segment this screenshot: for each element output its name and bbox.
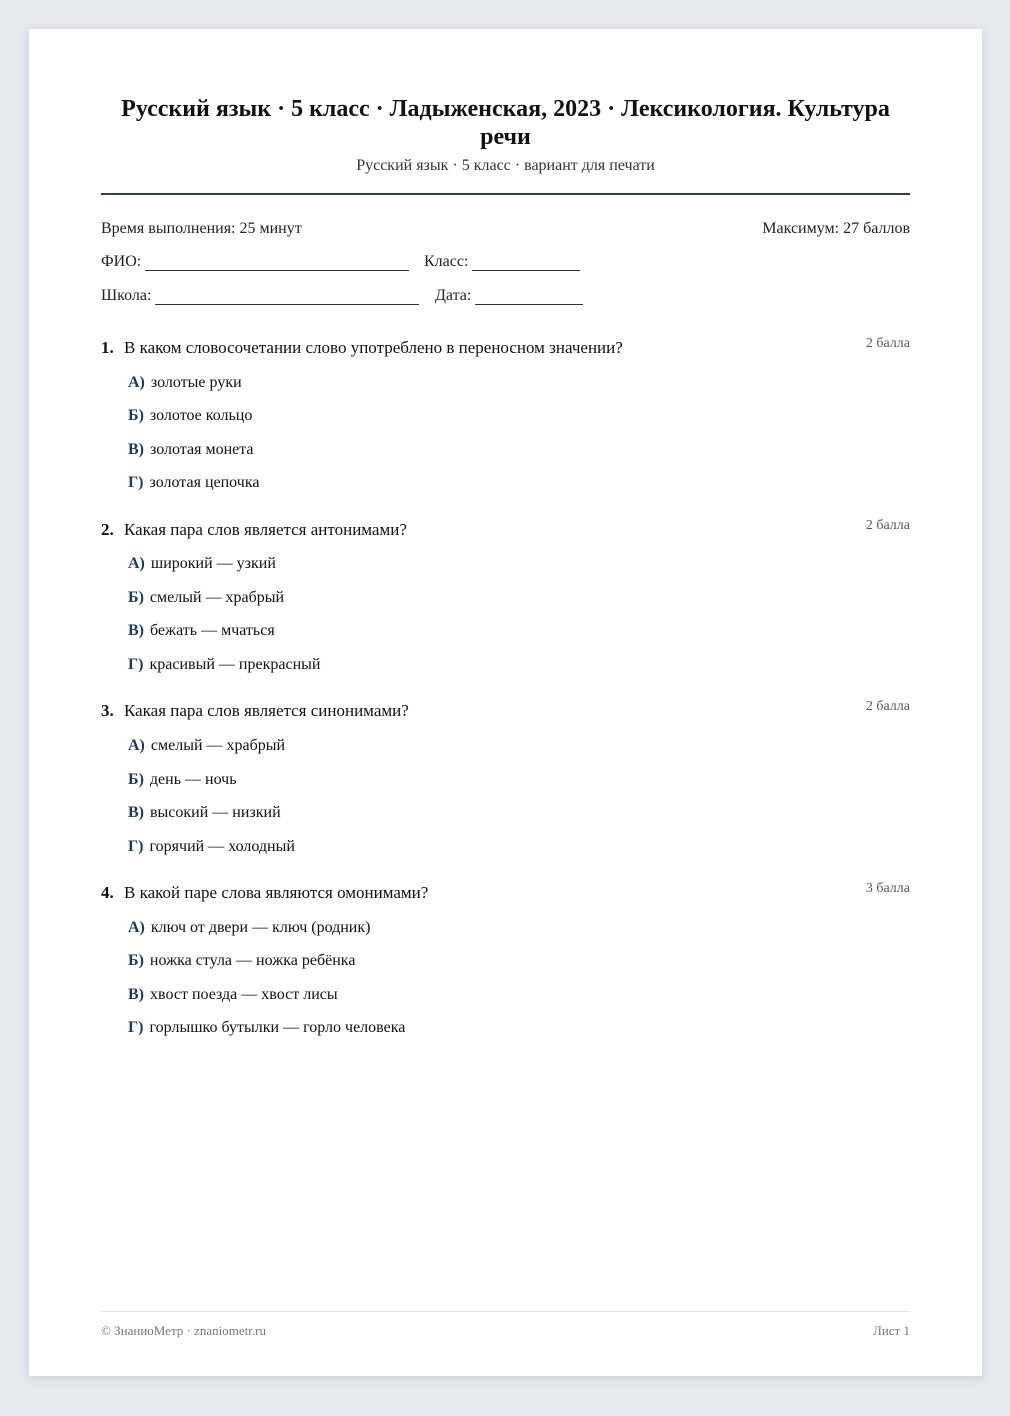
option-text: ключ от двери — ключ (родник) bbox=[150, 919, 371, 936]
question-number: 4. bbox=[101, 883, 114, 902]
option-text: золотые руки bbox=[150, 374, 242, 391]
option-text: смелый — храбрый bbox=[149, 589, 285, 606]
footer-sheet-number: Лист 1 bbox=[873, 1323, 910, 1338]
option-text: хвост поезда — хвост лисы bbox=[150, 986, 338, 1003]
max-score: Максимум: 27 баллов bbox=[762, 220, 910, 237]
answer-option[interactable] bbox=[128, 656, 320, 674]
option-letter: В) bbox=[128, 986, 144, 1003]
footer-divider bbox=[101, 1311, 910, 1312]
answer-option[interactable] bbox=[128, 622, 275, 640]
answer-option[interactable] bbox=[128, 737, 285, 755]
option-letter: А) bbox=[128, 555, 145, 572]
option-letter: А) bbox=[128, 737, 145, 754]
option-text: золотая монета bbox=[150, 441, 254, 458]
answer-option[interactable] bbox=[128, 838, 295, 856]
page-title: Русский язык · 5 класс · Ладыженская, 2023 · Лексикология. Культура речи bbox=[121, 96, 890, 150]
fio-label: ФИО: bbox=[101, 253, 142, 270]
option-text: широкий — узкий bbox=[150, 555, 276, 572]
school-blank bbox=[155, 290, 419, 305]
class-field bbox=[424, 253, 580, 271]
time-limit: Время выполнения: 25 минут bbox=[101, 220, 302, 237]
option-text: день — ночь bbox=[149, 771, 237, 788]
answer-option[interactable] bbox=[128, 952, 355, 970]
worksheet-page bbox=[29, 29, 982, 1376]
option-letter: Б) bbox=[128, 771, 144, 788]
question-text: Какая пара слов является антонимами? bbox=[124, 520, 407, 539]
question-number: 2. bbox=[101, 520, 114, 539]
option-text: бежать — мчаться bbox=[150, 622, 275, 639]
option-text: горлышко бутылки — горло человека bbox=[149, 1019, 406, 1036]
question-points: 3 балла bbox=[865, 881, 910, 896]
answer-option[interactable] bbox=[128, 374, 242, 392]
page-subtitle: Русский язык · 5 класс · вариант для печати bbox=[356, 157, 655, 174]
answer-option[interactable] bbox=[128, 474, 259, 492]
answer-option[interactable] bbox=[128, 771, 237, 789]
option-text: красивый — прекрасный bbox=[149, 656, 321, 673]
answer-option[interactable] bbox=[128, 589, 284, 607]
option-letter: Г) bbox=[128, 838, 144, 855]
answer-option[interactable] bbox=[128, 919, 370, 937]
school-label: Школа: bbox=[101, 287, 152, 304]
date-label: Дата: bbox=[435, 287, 472, 304]
option-letter: Г) bbox=[128, 656, 144, 673]
question-text: В каком словосочетании слово употреблено в переносном значении? bbox=[124, 338, 623, 357]
answer-option[interactable] bbox=[128, 986, 338, 1004]
question-points: 2 балла bbox=[865, 518, 910, 533]
option-letter: В) bbox=[128, 622, 144, 639]
question-number: 1. bbox=[101, 338, 114, 357]
option-letter: В) bbox=[128, 441, 144, 458]
date-blank bbox=[475, 290, 583, 305]
option-letter: Б) bbox=[128, 407, 144, 424]
option-letter: А) bbox=[128, 919, 145, 936]
answer-option[interactable] bbox=[128, 804, 281, 822]
question-points: 2 балла bbox=[865, 699, 910, 714]
fio-field bbox=[101, 253, 409, 271]
option-text: золотое кольцо bbox=[149, 407, 253, 424]
option-text: горячий — холодный bbox=[149, 838, 295, 855]
option-text: ножка стула — ножка ребёнка bbox=[149, 952, 356, 969]
option-text: высокий — низкий bbox=[150, 804, 281, 821]
question-points: 2 балла bbox=[865, 336, 910, 351]
option-letter: В) bbox=[128, 804, 144, 821]
option-letter: Г) bbox=[128, 474, 144, 491]
option-letter: Г) bbox=[128, 1019, 144, 1036]
option-text: смелый — храбрый bbox=[150, 737, 286, 754]
answer-option[interactable] bbox=[128, 441, 254, 459]
option-letter: А) bbox=[128, 374, 145, 391]
question-text: Какая пара слов является синонимами? bbox=[124, 701, 409, 720]
title-divider bbox=[101, 193, 910, 195]
fio-blank bbox=[145, 256, 409, 271]
option-text: золотая цепочка bbox=[149, 474, 260, 491]
question-number: 3. bbox=[101, 701, 114, 720]
option-letter: Б) bbox=[128, 589, 144, 606]
footer-copyright: © ЗнаниоМетр · znaniometr.ru bbox=[101, 1323, 266, 1338]
class-label: Класс: bbox=[424, 253, 469, 270]
question-text: В какой паре слова являются омонимами? bbox=[124, 883, 429, 902]
school-field bbox=[101, 287, 419, 305]
option-letter: Б) bbox=[128, 952, 144, 969]
class-blank bbox=[472, 256, 580, 271]
date-field bbox=[435, 287, 583, 305]
answer-option[interactable] bbox=[128, 555, 276, 573]
answer-option[interactable] bbox=[128, 1019, 405, 1037]
answer-option[interactable] bbox=[128, 407, 252, 425]
